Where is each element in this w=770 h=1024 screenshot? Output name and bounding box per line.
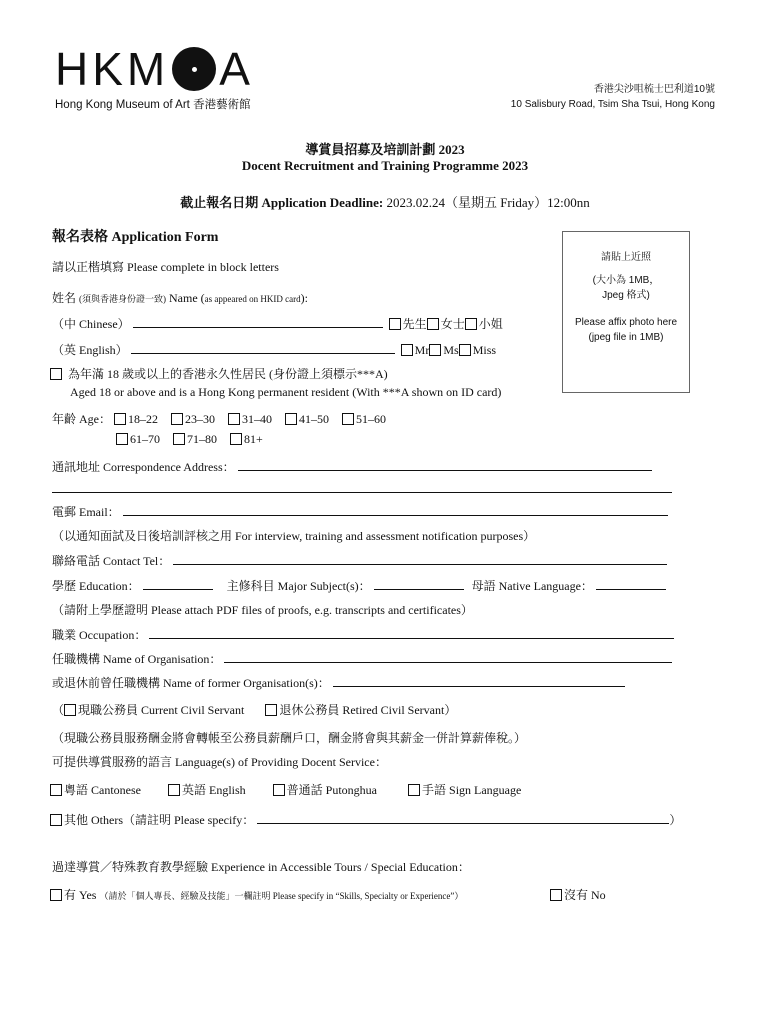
name-close: ): bbox=[300, 291, 308, 305]
english-name-row bbox=[52, 341, 496, 358]
organisation-row bbox=[52, 650, 672, 667]
servant-close: ） bbox=[444, 703, 457, 717]
proof-note: （請附上學歷證明 Please attach PDF files of proofs, e.g. transcripts and certificates） bbox=[52, 603, 473, 617]
age-checkbox-3[interactable] bbox=[228, 413, 240, 425]
photo-line-3: Jpeg 格式) bbox=[602, 290, 650, 301]
age-row-1 bbox=[52, 410, 386, 427]
address-zh: 香港尖沙咀梳士巴利道10號 bbox=[593, 84, 715, 95]
language-row bbox=[50, 781, 521, 798]
native-language-field[interactable] bbox=[596, 578, 666, 590]
education-field[interactable] bbox=[143, 578, 213, 590]
others-label: 其他 Others（請註明 Please specify： bbox=[64, 813, 255, 827]
name-label-en: Name ( bbox=[166, 291, 205, 305]
photo-line-5: (jpeg file in 1MB) bbox=[588, 332, 664, 343]
resident-row bbox=[50, 365, 388, 382]
deadline-line bbox=[0, 192, 770, 211]
title-en-1: Ms bbox=[443, 343, 459, 357]
age-option-8: 81+ bbox=[244, 432, 263, 446]
others-checkbox[interactable] bbox=[50, 814, 62, 826]
native-language-label: 母語 Native Language： bbox=[471, 579, 593, 593]
title-en-0: Mr bbox=[414, 343, 430, 357]
photo-box[interactable] bbox=[562, 231, 690, 393]
photo-line-4: Please affix photo here bbox=[574, 317, 678, 328]
age-option-1: 18–22 bbox=[128, 412, 158, 426]
occupation-label: 職業 Occupation： bbox=[52, 628, 147, 642]
title-en-mr-checkbox[interactable] bbox=[401, 344, 413, 356]
others-field[interactable] bbox=[257, 812, 669, 824]
age-checkbox-4[interactable] bbox=[285, 413, 297, 425]
english-checkbox[interactable] bbox=[168, 784, 180, 796]
age-checkbox-5[interactable] bbox=[342, 413, 354, 425]
deadline-value: 2023.02.24（星期五 Friday）12:00nn bbox=[383, 195, 590, 210]
instruction-text: 請以正楷填寫 Please complete in block letters bbox=[52, 260, 279, 274]
english-name-field[interactable] bbox=[131, 342, 395, 354]
address-en: 10 Salisbury Road, Tsim Sha Tsui, Hong Kong bbox=[510, 99, 715, 110]
address-row bbox=[52, 458, 652, 475]
form-heading: 報名表格 Application Form bbox=[52, 230, 219, 245]
address-label: 通訊地址 Correspondence Address： bbox=[52, 460, 235, 474]
logo-subtitle: Hong Kong Museum of Art 香港藝術館 bbox=[55, 99, 251, 111]
age-checkbox-8[interactable] bbox=[230, 433, 242, 445]
age-checkbox-1[interactable] bbox=[114, 413, 126, 425]
servant-open: （ bbox=[52, 703, 65, 717]
email-field[interactable] bbox=[123, 504, 668, 516]
photo-line-2: (大小為 1MB， bbox=[592, 275, 660, 286]
tel-row bbox=[52, 552, 667, 569]
language-cantonese: 粵語 Cantonese bbox=[64, 783, 141, 797]
address-field[interactable] bbox=[238, 459, 652, 471]
education-label: 學歷 Education： bbox=[52, 579, 140, 593]
museum-logo bbox=[55, 43, 254, 95]
email-row bbox=[52, 503, 668, 520]
title-mr-checkbox[interactable] bbox=[389, 318, 401, 330]
name-label: 姓名 bbox=[52, 291, 77, 305]
sign-language-checkbox[interactable] bbox=[408, 784, 420, 796]
chinese-name-row bbox=[52, 315, 503, 332]
name-note-zh: (須與香港身份證一致) bbox=[79, 294, 167, 304]
logo-letters-right: A bbox=[219, 43, 254, 95]
putonghua-checkbox[interactable] bbox=[273, 784, 285, 796]
photo-line-1: 請貼上近照 bbox=[601, 252, 651, 263]
language-english: 英語 English bbox=[182, 783, 246, 797]
address-field-line-2[interactable] bbox=[52, 492, 672, 493]
experience-yes-note: （請於「個人專長、經驗及技能」一欄註明 Please specify in “Skills, Specialty or Experience”） bbox=[99, 891, 464, 901]
email-note: （以通知面試及日後培訓評核之用 For interview, training and assessment notification purposes） bbox=[52, 529, 536, 543]
organisation-field[interactable] bbox=[224, 651, 672, 663]
title-en-2: Miss bbox=[472, 343, 497, 357]
civil-servant-row bbox=[52, 701, 456, 718]
age-checkbox-7[interactable] bbox=[173, 433, 185, 445]
organisation-label: 任職機構 Name of Organisation： bbox=[52, 652, 222, 666]
occupation-row bbox=[52, 626, 674, 643]
title-ms-checkbox[interactable] bbox=[427, 318, 439, 330]
deadline-label: 截止報名日期 Application Deadline: bbox=[180, 195, 384, 210]
logo-circle-icon bbox=[172, 47, 216, 91]
others-row bbox=[50, 811, 681, 828]
title-zh: 導賞員招募及培訓計劃 2023 bbox=[305, 142, 465, 157]
chinese-name-label: （中 Chinese） bbox=[52, 317, 130, 331]
tel-field[interactable] bbox=[173, 553, 667, 565]
others-close: ） bbox=[669, 813, 682, 827]
language-sign: 手語 Sign Language bbox=[422, 783, 522, 797]
title-zh-0: 先生 bbox=[402, 317, 427, 331]
title-en: Docent Recruitment and Training Programme 2023 bbox=[241, 158, 529, 173]
language-putonghua: 普通話 Putonghua bbox=[286, 783, 378, 797]
former-organisation-label: 或退休前曾任職機構 Name of former Organisation(s)： bbox=[52, 676, 330, 690]
experience-no-label: 沒有 No bbox=[564, 888, 606, 902]
education-row bbox=[52, 577, 666, 594]
age-option-3: 31–40 bbox=[242, 412, 272, 426]
experience-yes-label: 有 Yes bbox=[64, 888, 97, 902]
resident-zh: 為年滿 18 歲或以上的香港永久性居民 (身份證上須標示***A) bbox=[68, 367, 388, 381]
former-organisation-field[interactable] bbox=[333, 675, 625, 687]
cantonese-checkbox[interactable] bbox=[50, 784, 62, 796]
major-label: 主修科目 Major Subject(s)： bbox=[226, 579, 371, 593]
resident-checkbox[interactable] bbox=[50, 368, 62, 380]
age-option-6: 61–70 bbox=[130, 432, 160, 446]
age-checkbox-6[interactable] bbox=[116, 433, 128, 445]
experience-no-row bbox=[550, 886, 606, 903]
language-label: 可提供導賞服務的語言 Language(s) of Providing Docent Service： bbox=[52, 755, 387, 769]
logo-letters-left: HKM bbox=[55, 43, 170, 95]
servant-note: （現職公務員服務酬金將會轉帳至公務員薪酬戶口，酬金將會與其薪金一併計算薪俸稅。） bbox=[52, 731, 527, 745]
retired-servant-label: 退休公務員 Retired Civil Servant bbox=[279, 703, 445, 717]
current-servant-label: 現職公務員 Current Civil Servant bbox=[78, 703, 245, 717]
occupation-field[interactable] bbox=[149, 627, 674, 639]
email-label: 電郵 Email： bbox=[52, 505, 120, 519]
experience-yes-row bbox=[50, 886, 463, 903]
former-organisation-row bbox=[52, 674, 625, 691]
retired-servant-checkbox[interactable] bbox=[265, 704, 277, 716]
age-option-7: 71–80 bbox=[187, 432, 217, 446]
english-name-label: （英 English） bbox=[52, 343, 128, 357]
title-zh-2: 小姐 bbox=[478, 317, 503, 331]
title-zh-1: 女士 bbox=[440, 317, 465, 331]
experience-yes-checkbox[interactable] bbox=[50, 889, 62, 901]
age-option-2: 23–30 bbox=[185, 412, 215, 426]
chinese-name-field[interactable] bbox=[133, 316, 383, 328]
age-label: 年齡 Age： bbox=[52, 412, 111, 426]
name-note-en: as appeared on HKID card bbox=[204, 294, 301, 304]
major-field[interactable] bbox=[374, 578, 464, 590]
title-en-miss-checkbox[interactable] bbox=[459, 344, 471, 356]
title-en-ms-checkbox[interactable] bbox=[429, 344, 441, 356]
current-servant-checkbox[interactable] bbox=[64, 704, 76, 716]
title-miss-checkbox[interactable] bbox=[465, 318, 477, 330]
age-checkbox-2[interactable] bbox=[171, 413, 183, 425]
experience-label: 過達導賞／特殊教育教學經驗 Experience in Accessible Tours / Special Education： bbox=[52, 860, 470, 874]
age-row-2 bbox=[116, 432, 263, 447]
experience-no-checkbox[interactable] bbox=[550, 889, 562, 901]
age-option-4: 41–50 bbox=[299, 412, 329, 426]
name-label-line bbox=[52, 289, 308, 306]
tel-label: 聯絡電話 Contact Tel： bbox=[52, 554, 171, 568]
resident-en: Aged 18 or above and is a Hong Kong permanent resident (With ***A shown on ID card) bbox=[70, 385, 502, 399]
age-option-5: 51–60 bbox=[356, 412, 386, 426]
